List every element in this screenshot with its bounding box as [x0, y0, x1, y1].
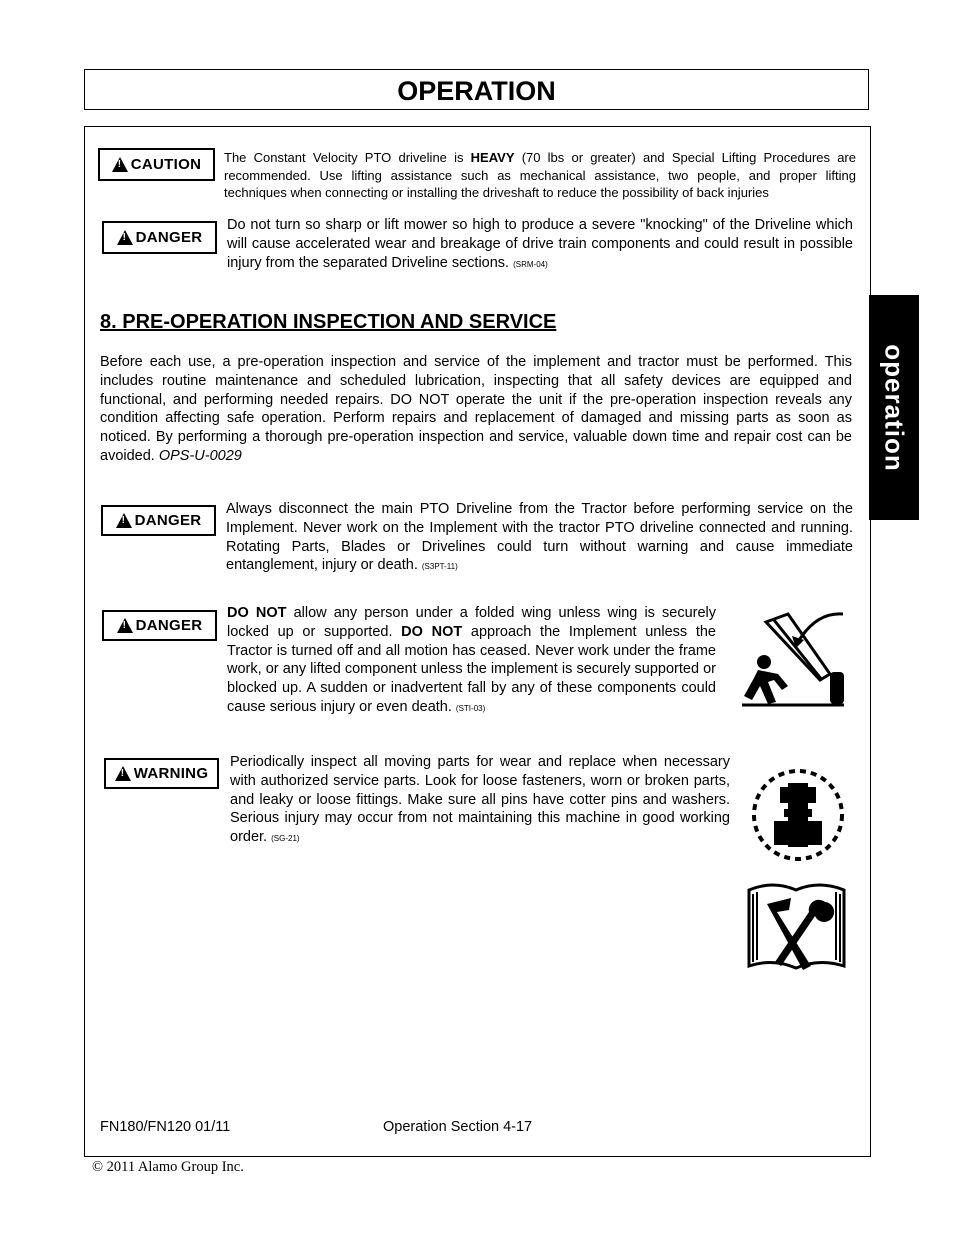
warning-sign: ! WARNING: [104, 758, 219, 789]
warning-triangle-icon: [112, 157, 128, 172]
warning-text: Periodically inspect all moving parts for wear and replace when necessary with authorized service parts. Look for loose fasteners, worn or broken parts, and leaky or loose fittings. Make sure all pins have cotter pins and washers. Serious injury may occur from not maintaining this machine in good working order. (SG-21): [230, 754, 730, 846]
footer-model: FN180/FN120 01/11: [100, 1119, 231, 1135]
danger3-text: DO NOT allow any person under a folded wing unless wing is securely locked up or supported. DO NOT approach the Implement unless the Tractor is turned off and all motion has ceased. Never work under the frame work, or any lifted component unless the implement is securely supported or blocked up. A sudden or inadvertent fall by any of these components could cause serious injury or even death. (STI-03): [227, 605, 717, 715]
warning-triangle-icon: [117, 618, 133, 633]
caution-sign: [98, 148, 215, 181]
side-tab-label: operation: [879, 343, 910, 472]
section-heading: 8. PRE-OPERATION INSPECTION AND SERVICE: [100, 311, 557, 333]
warning-triangle-icon: [115, 766, 131, 781]
page-title: OPERATION: [397, 76, 556, 106]
danger2-text: Always disconnect the main PTO Driveline from the Tractor before performing service on the Implement. Never work on the Implement with the tractor PTO driveline connected and running. Rotating Parts, Blades or Drivelines could turn without warning and cause immediate entanglement, injury or death. (S3PT-11): [226, 501, 853, 574]
page-title-box: [84, 69, 869, 110]
copyright: © 2011 Alamo Group Inc.: [92, 1159, 244, 1175]
section-side-tab: [869, 295, 919, 520]
footer-section: Operation Section 4-17: [383, 1119, 533, 1135]
section-body: Before each use, a pre-operation inspection and service of the implement and tractor must be performed. This includes routine maintenance and scheduled lubrication, inspecting that all safety devices are equipped and functional, and performing needed repairs. DO NOT operate the unit if the pre-operation inspection reveals any condition affecting safe operation. Perform repairs and replacement of damaged and missing parts as soon as noticed. By performing a thorough pre-operation inspection and service, valuable down time and repair cost can be avoided. OPS-U-0029: [100, 354, 852, 464]
warning-triangle-icon: [116, 513, 132, 528]
tractor-inspection-icon: [748, 765, 848, 865]
danger-sign: ! DANGER: [102, 221, 217, 254]
danger-sign: ! DANGER: [102, 610, 217, 641]
falling-wing-hazard-icon: [738, 608, 848, 710]
caution-sign-label: CAUTION: [130, 156, 202, 173]
warning-triangle-icon: [117, 230, 133, 245]
danger-sign: ! DANGER: [101, 505, 216, 536]
service-manual-tools-icon: [745, 880, 848, 972]
danger1-text: Do not turn so sharp or lift mower so high to produce a severe "knocking" of the Driveline which will cause accelerated wear and breakage of drive train components and could result in possible injury from the separated Driveline sections. (SRM-04): [227, 217, 853, 271]
caution-text: The Constant Velocity PTO driveline is HEAVY (70 lbs or greater) and Special Lifting Procedures are recommended. Use lifting assistance such as mechanical assistance, two people, and proper lifting techniques when connecting or installing the driveshaft to reduce the possibility of back injuries: [224, 150, 856, 200]
